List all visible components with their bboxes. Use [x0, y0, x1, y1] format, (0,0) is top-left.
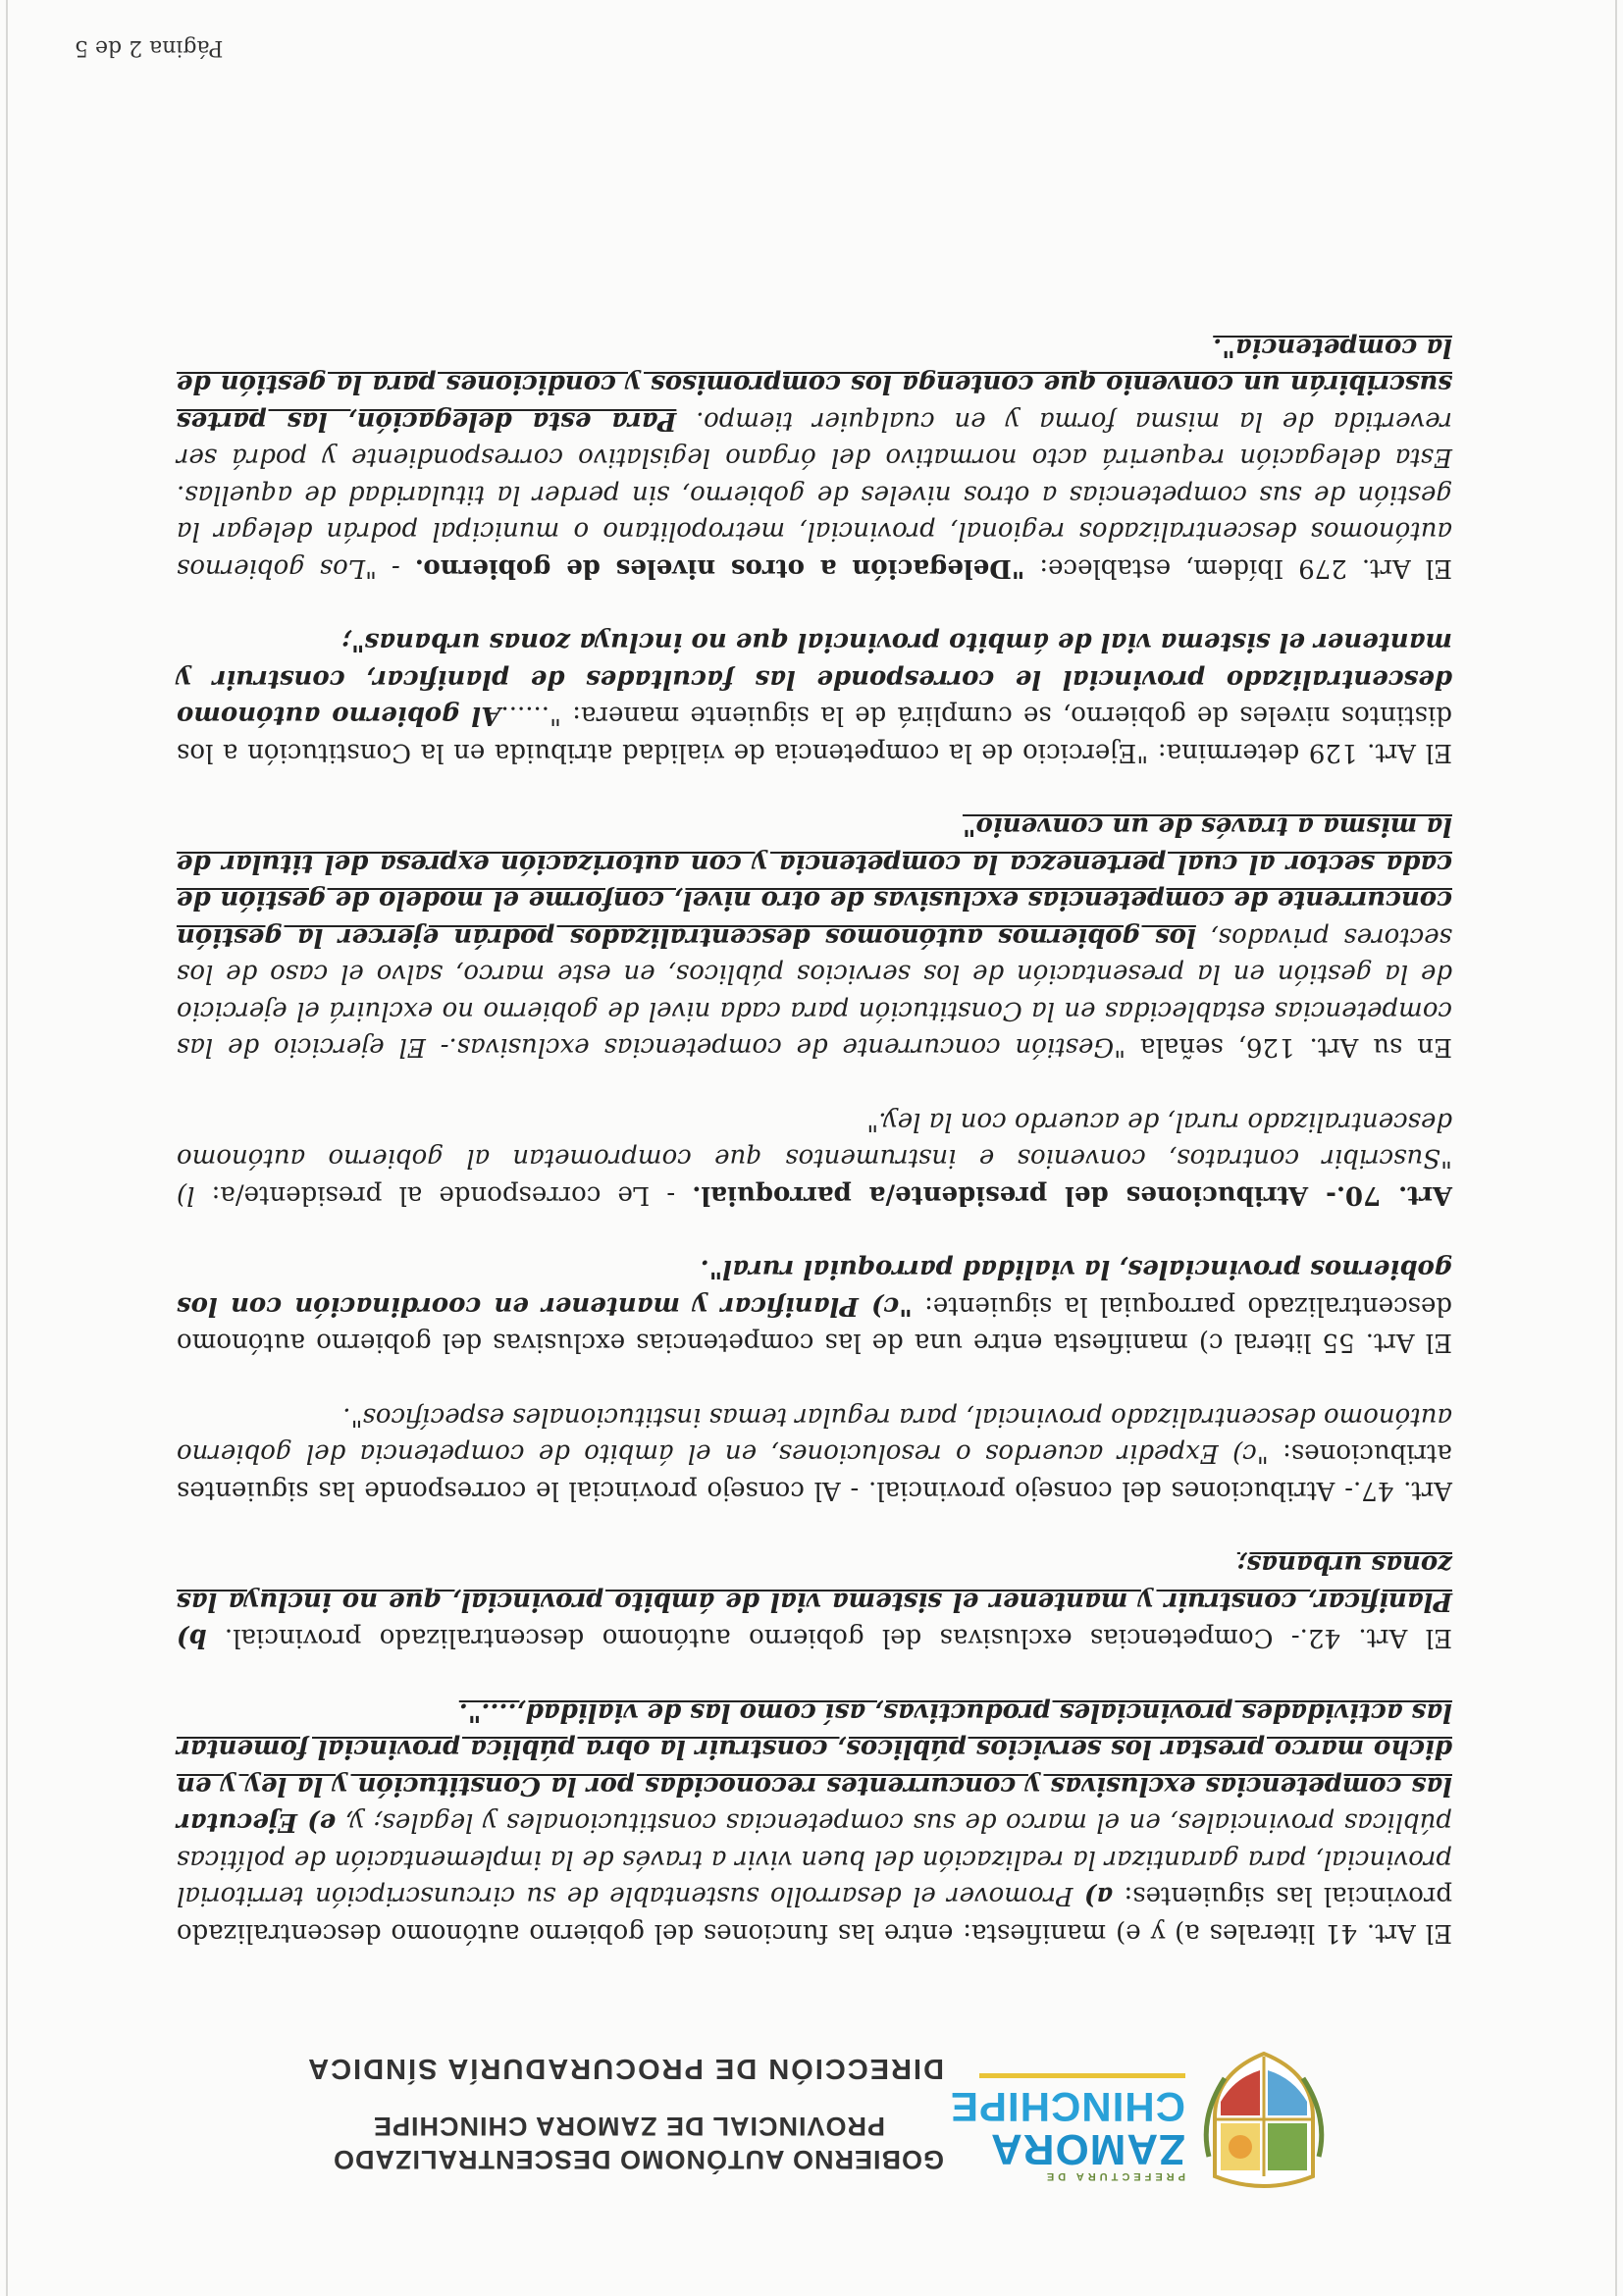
scan-edge-right	[6, 0, 8, 2296]
paragraph-art-70	[177, 1103, 1452, 1214]
org-line-1: GOBIERNO AUTÓNOMO DESCENTRALIZADO	[333, 2145, 944, 2174]
page-number: Página 2 de 5	[75, 35, 224, 60]
p1-lead: El Art. 41 literales a) y e) manifiesta: entre las funciones del gobierno autónomo descentralizado provincial las siguientes:	[177, 1881, 1452, 1948]
p8-text: - "Los gobiernos autónomos descentralizados regional, provincial, metropolitano o municipal podrán delegar la gestión de sus competencias a otros niveles de gobierno, sin perder la titularidad de aquellas. Esta delegación requerirá acto normativo del órgano legislativo correspondiente y podrá ser revertida de la misma forma y en cualquier tiempo.	[177, 406, 1452, 583]
org-line-2: PROVINCIAL DE ZAMORA CHINCHIPE	[372, 2112, 885, 2141]
letterhead	[253, 2053, 1333, 2196]
p1-a-label: a)	[1083, 1881, 1114, 1911]
p6-quote: "Gestión concurrente de competencias exclusivas.- El ejercicio de las competencias establecidas en la Constitución para cada nivel de gobierno no excluirá el ejercicio de la gestión en la presentación de los servicios públicos, en este marco, salvo el caso de los sectores privados,	[177, 922, 1452, 1063]
p6-lead: En su Art. 126, señala	[1126, 1032, 1452, 1063]
p8-lead: El Art. 279 Ibídem, establece:	[1024, 553, 1452, 583]
p4-lead: El Art. 55 literal c) manifiesta entre una de las competencias exclusivas del gobierno autónomo descentralizado parroquial la siguiente:	[177, 1291, 1452, 1358]
p6-bold-ul: los gobiernos autónomos descentralizados podrán ejercer la gestión concurrente de competencias exclusivas de otro nivel, conforme el modelo de gestión de cada sector al cual pertenezca la competencia y con autorización expresa del titular de la misma a través de un convenio"	[176, 811, 1452, 952]
p1-e-label: e) Ejecutar	[177, 1807, 337, 1838]
p5-mid: - Le corresponde al presidente/a:	[194, 1180, 693, 1210]
brand-line-1: ZAMORA	[989, 2125, 1185, 2173]
paragraph-art-47	[177, 1398, 1452, 1509]
p3-lead: Art. 47.- Atribuciones del consejo provincial. - Al consejo provincial le corresponde las siguientes atribuciones:	[177, 1438, 1452, 1505]
p7-bold: Al gobierno autónomo descentralizado provincial le corresponde las facultades de planificar, construir y mantener el sistema vial de ámbito provincial que no incluya zonas urbanas";	[177, 627, 1452, 731]
paragraph-art-55	[177, 1250, 1452, 1361]
paragraph-art-279	[177, 329, 1452, 587]
p8-bold-title: "Delegación a otros niveles de gobierno.	[414, 553, 1025, 583]
brand-underline	[979, 2073, 1185, 2078]
p2-b-text: Planificar, construir y mantener el sistema vial de ámbito provincial, que no incluya las zonas urbanas;	[177, 1549, 1452, 1616]
p8-bold-ul: Para esta delegación, las partes suscribirán un convenio que contenga los compromisos y condiciones para la gestión de la competencia".	[176, 333, 1452, 436]
p5-lead: Art. 70.- Atribuciones del presidente/a parroquial.	[692, 1180, 1452, 1210]
provincial-seal-icon	[1195, 2049, 1333, 2196]
brand-line-2: CHINCHIPE	[949, 2084, 1185, 2130]
p7-lead: El Art. 129 determina: "Ejercicio de la competencia de vialidad atribuida en la Constitución a los distintos niveles de gobierno, se cumplirá de la siguiente manera: "......	[177, 701, 1452, 767]
organization-title	[237, 2051, 944, 2176]
paragraph-art-41	[177, 1694, 1452, 1952]
p1-e-text: las competencias exclusivas y concurrentes reconocidas por la Constitución y la ley y en dicho marco prestar los servicios públicos, construir la obra pública provincial fomentar las actividades provinciales productivas, así como las de vialidad,....".	[177, 1697, 1452, 1800]
p1-a-text: Promover el desarrollo sustentable de su circunscripción territorial provincial, para garantizar la realización del buen vivir a través de la implementación de políticas públicas provinciales, en el marco de sus competencias constitucionales y legales; y,	[177, 1807, 1452, 1911]
brand-top-text: PREFECTURA DE	[1042, 2170, 1185, 2182]
paragraph-art-126	[177, 808, 1452, 1066]
p2-b-label: b)	[177, 1623, 207, 1653]
p3-c-text: "c) Expedir acuerdos o resoluciones, en el ámbito de competencia del gobierno autónomo descentralizado provincial, para regular temas institucionales específicos".	[177, 1402, 1452, 1469]
scan-edge-left	[1615, 0, 1617, 2296]
p5-l-text: l) "Suscribir contratos, convenios e instrumentos que comprometan al gobierno autónomo descentralizado rural, de acuerdo con la ley."	[177, 1107, 1452, 1210]
paragraph-art-129	[177, 623, 1452, 770]
p2-lead: El Art. 42.- Competencias exclusivas del gobierno autónomo descentralizado provincial.	[206, 1623, 1452, 1653]
p4-c-text: "c) Planificar y mantener en coordinación con los gobiernos provinciales, la vialidad parroquial rural".	[177, 1254, 1452, 1321]
paragraph-art-42	[177, 1545, 1452, 1656]
org-line-3: DIRECCIÓN DE PROCURADURÍA SÍNDICA	[306, 2053, 944, 2084]
document-body	[177, 291, 1452, 1952]
brand-wordmark	[949, 2073, 1185, 2182]
